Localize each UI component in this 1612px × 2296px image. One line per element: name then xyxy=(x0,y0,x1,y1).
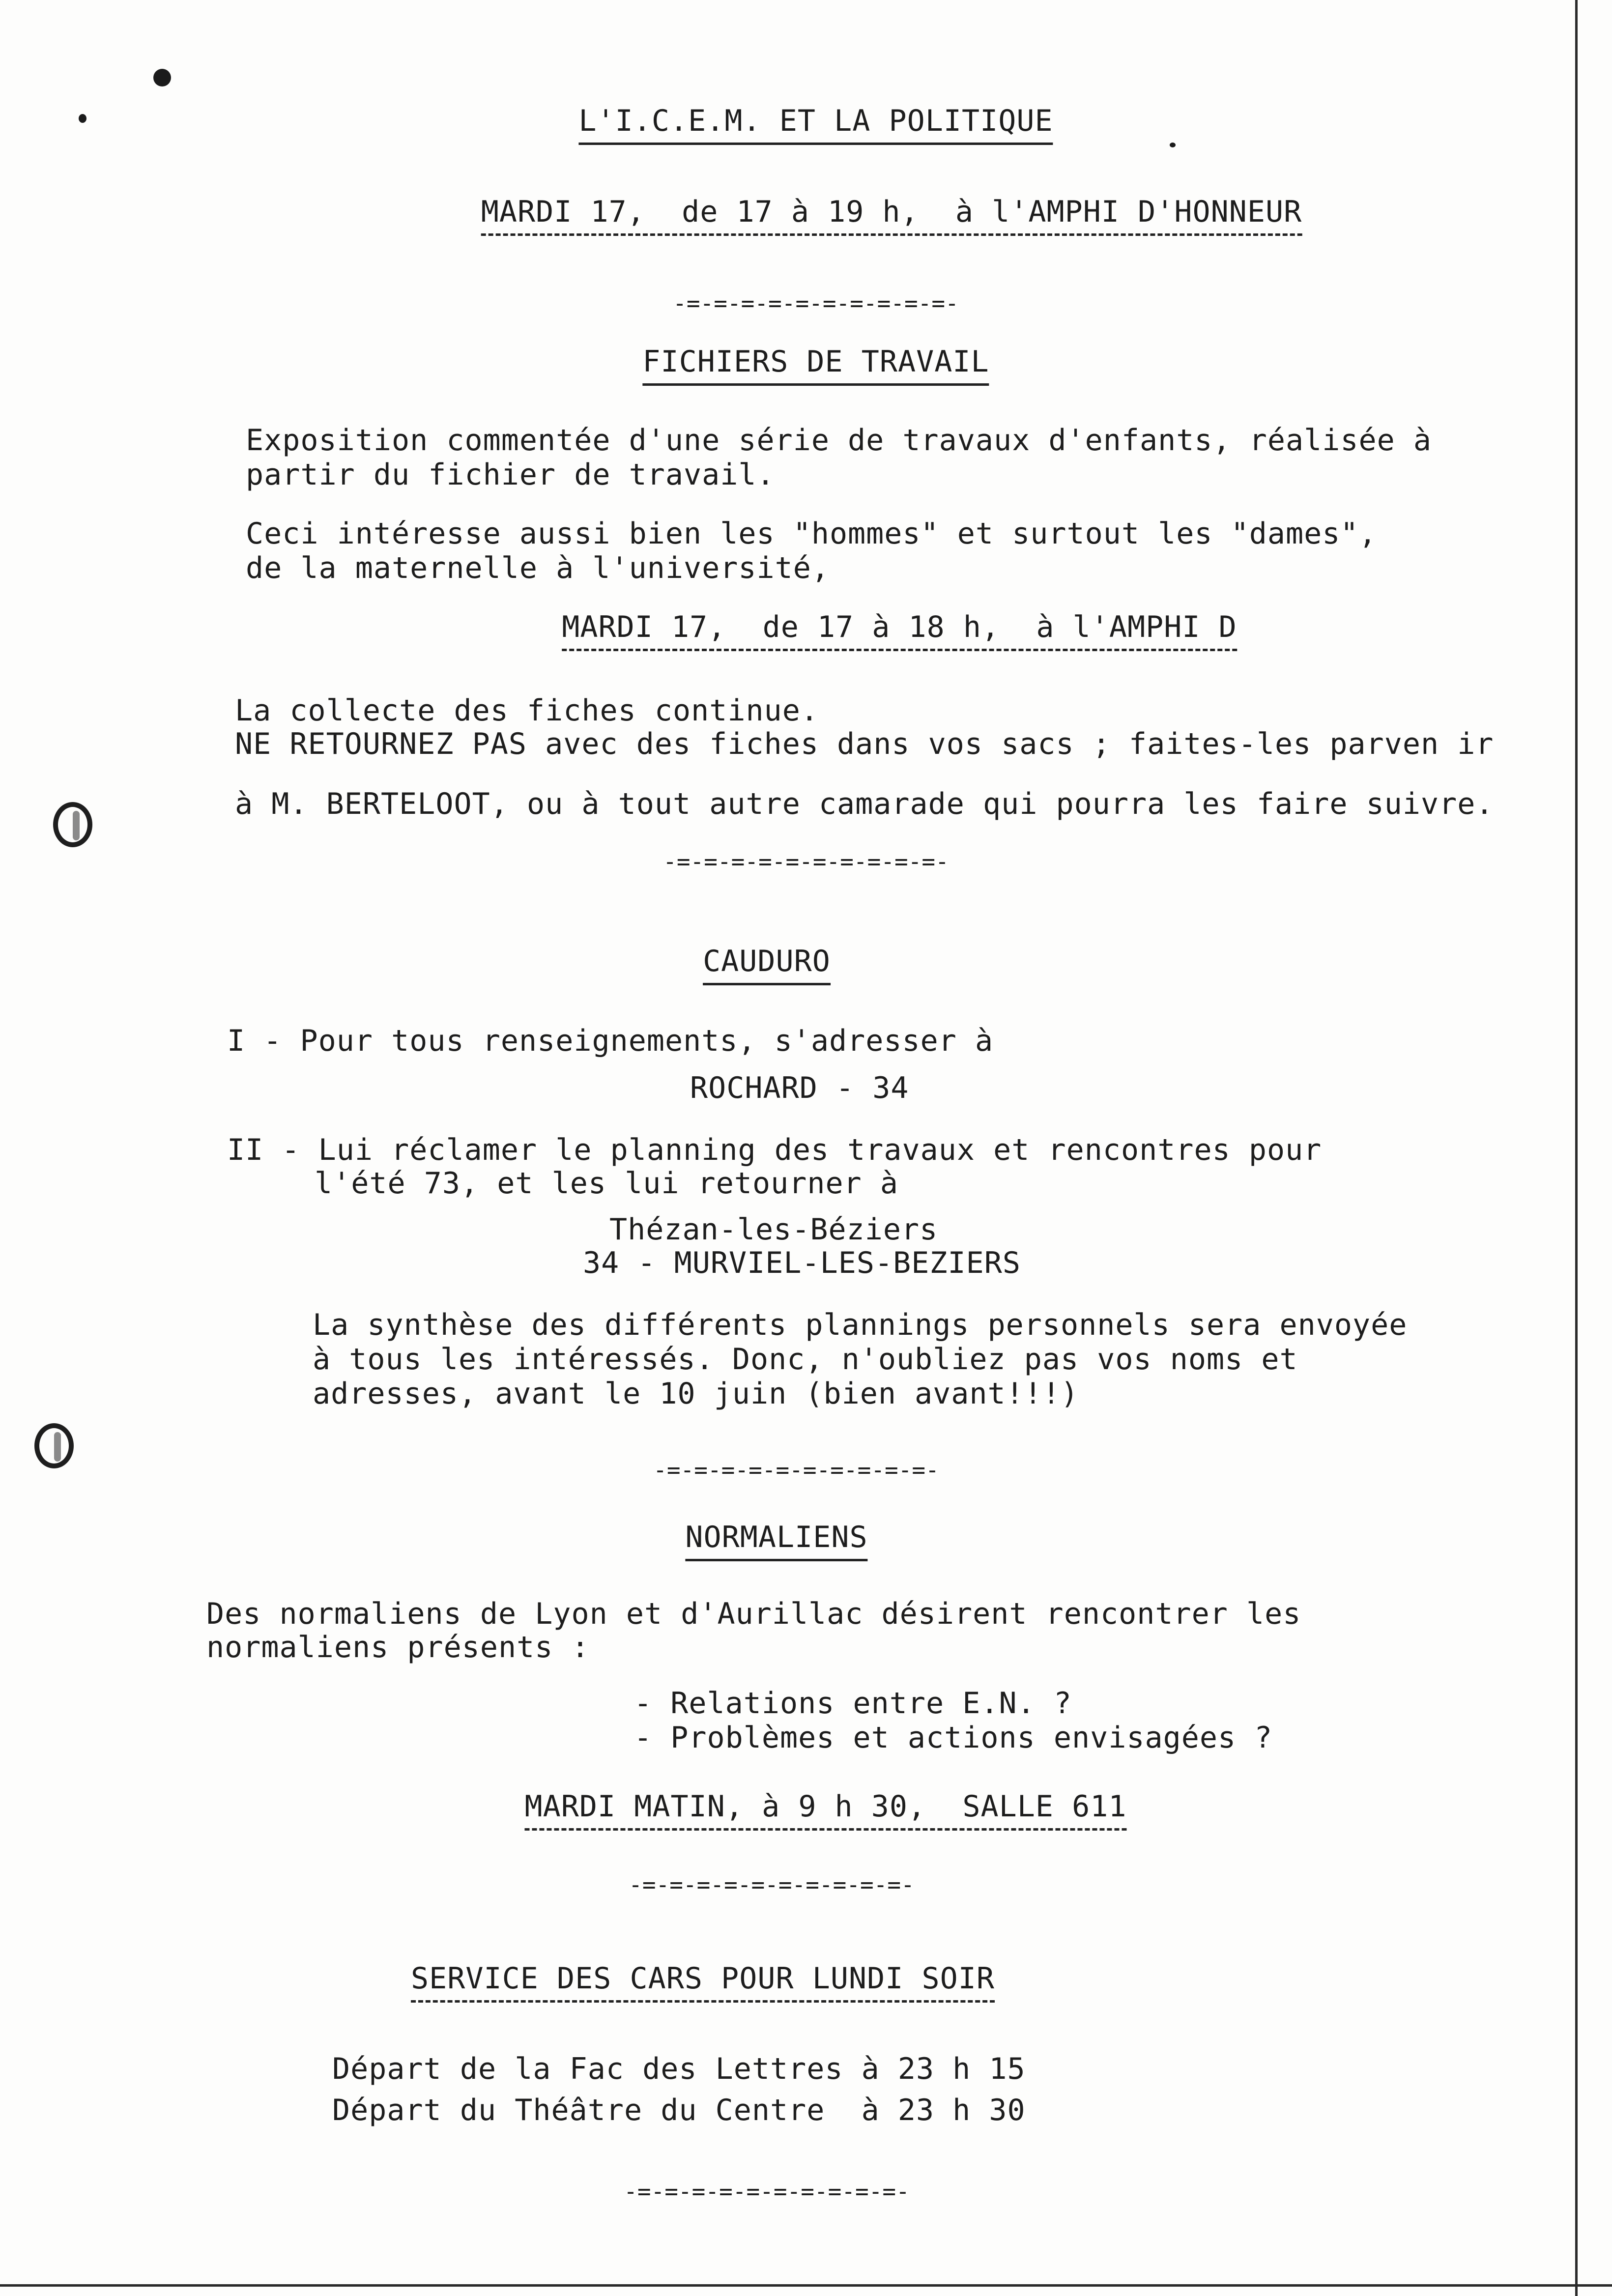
collecte-line: NE RETOURNEZ PAS avec des fiches dans vos sacs ; faites-les parven ir xyxy=(235,727,1494,761)
cars-departure: Départ du Théâtre du Centre à 23 h 30 xyxy=(332,2093,1026,2127)
section-heading-fichiers: FICHIERS DE TRAVAIL xyxy=(642,344,989,386)
fichiers-paragraph-line: partir du fichier de travail. xyxy=(246,458,775,492)
fichiers-paragraph-line: de la maternelle à l'université, xyxy=(246,551,830,585)
normaliens-line: Des normaliens de Lyon et d'Aurillac désirent rencontrer les xyxy=(206,1597,1301,1631)
normaliens-line: normaliens présents : xyxy=(206,1630,590,1665)
page-edge-right xyxy=(1575,0,1578,2296)
separator: -=-=-=-=-=-=-=-=-=-=- xyxy=(653,1457,939,1483)
fichiers-schedule: MARDI 17, de 17 à 18 h, à l'AMPHI D xyxy=(562,609,1237,651)
page-edge-bottom xyxy=(0,2284,1612,2287)
ink-speck xyxy=(79,114,86,123)
section-heading-normaliens: NORMALIENS xyxy=(685,1520,867,1561)
separator: -=-=-=-=-=-=-=-=-=-=- xyxy=(629,1871,915,1898)
fichiers-paragraph-line: Exposition commentée d'une série de travaux d'enfants, réalisée à xyxy=(246,423,1432,458)
cauduro-item-ii: l'été 73, et les lui retourner à xyxy=(315,1166,898,1201)
cauduro-paragraph-line: adresses, avant le 10 juin (bien avant!!!) xyxy=(313,1377,1079,1411)
section-heading-cars: SERVICE DES CARS POUR LUNDI SOIR xyxy=(411,1961,995,2003)
title-schedule: MARDI 17, de 17 à 19 h, à l'AMPHI D'HONNEUR xyxy=(481,194,1302,236)
normaliens-schedule: MARDI MATIN, à 9 h 30, SALLE 611 xyxy=(524,1789,1126,1831)
cauduro-paragraph-line: La synthèse des différents plannings personnels sera envoyée xyxy=(313,1308,1408,1342)
collecte-line: à M. BERTELOOT, ou à tout autre camarade qui pourra les faire suivre. xyxy=(235,787,1494,821)
page-title: L'I.C.E.M. ET LA POLITIQUE xyxy=(578,103,1053,145)
section-heading-cauduro: CAUDURO xyxy=(703,944,831,985)
cars-departure: Départ de la Fac des Lettres à 23 h 15 xyxy=(332,2052,1026,2086)
cauduro-paragraph-line: à tous les intéressés. Donc, n'oubliez pas vos noms et xyxy=(313,1342,1298,1377)
fichiers-paragraph-line: Ceci intéresse aussi bien les "hommes" et surtout les "dames", xyxy=(246,517,1377,551)
separator: -=-=-=-=-=-=-=-=-=-=- xyxy=(624,2178,910,2205)
normaliens-agenda-item: - Relations entre E.N. ? xyxy=(634,1686,1072,1721)
cauduro-address: Thézan-les-Béziers xyxy=(609,1212,938,1247)
ink-speck xyxy=(1170,143,1176,147)
cauduro-item-i: I - Pour tous renseignements, s'adresser à xyxy=(227,1024,994,1058)
ink-speck xyxy=(153,69,171,86)
cauduro-item-ii: II - Lui réclamer le planning des travaux et rencontres pour xyxy=(227,1133,1322,1167)
cauduro-contact: ROCHARD - 34 xyxy=(690,1071,909,1105)
punch-hole-lower xyxy=(34,1423,74,1468)
separator: -=-=-=-=-=-=-=-=-=-=- xyxy=(663,848,949,875)
separator: -=-=-=-=-=-=-=-=-=-=- xyxy=(673,290,959,316)
normaliens-agenda-item: - Problèmes et actions envisagées ? xyxy=(634,1721,1273,1755)
punch-hole-upper xyxy=(53,802,92,847)
collecte-line: La collecte des fiches continue. xyxy=(235,693,819,728)
cauduro-address: 34 - MURVIEL-LES-BEZIERS xyxy=(583,1246,1021,1280)
